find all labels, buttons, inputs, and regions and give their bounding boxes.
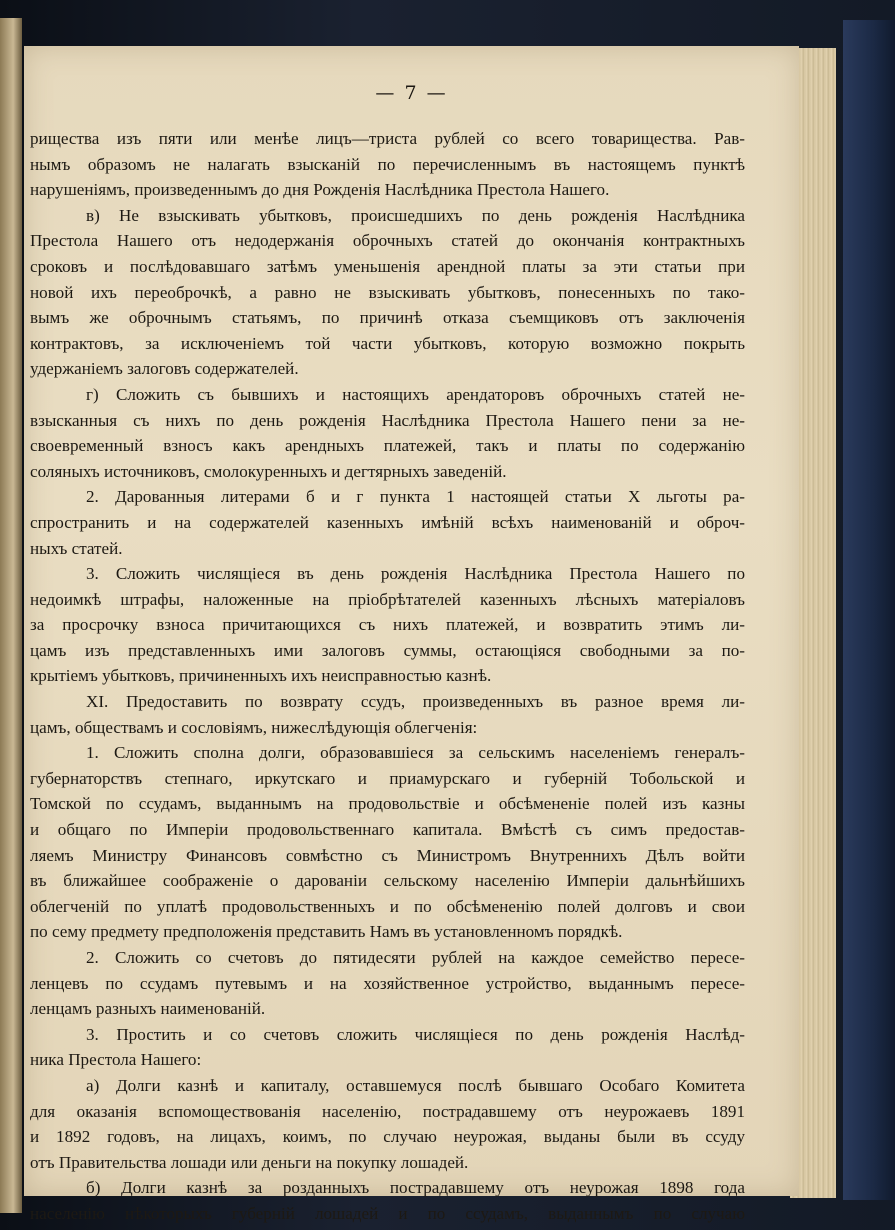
text-line: и общаго по Имперіи продовольственнаго капитала. Вмѣстѣ съ симъ предостав- bbox=[30, 820, 745, 840]
text-line: соляныхъ источниковъ, смолокуренныхъ и дегтярныхъ заведеній. bbox=[30, 461, 507, 481]
text-line: взысканныя съ нихъ по день рожденія Наслѣдника Престола Нашего пени за не- bbox=[30, 410, 745, 430]
text-line: Престола Нашего отъ недодержанія оброчныхъ статей до окончанія контрактныхъ bbox=[30, 231, 745, 251]
text-line: губернаторствъ степнаго, иркутскаго и приамурскаго и губерній Тобольской и bbox=[30, 768, 745, 788]
text-line: облегченій по уплатѣ продовольственныхъ и по обсѣмененію полей долговъ и свои bbox=[30, 896, 745, 916]
text-line: ленцамъ разныхъ наименованій. bbox=[30, 999, 266, 1019]
text-line: б) Долги казнѣ за розданныхъ пострадавшему отъ неурожая 1898 года bbox=[86, 1178, 745, 1198]
text-line: ника Престола Нашего: bbox=[30, 1050, 202, 1070]
text-line: отъ Правительства лошади или деньги на покупку лошадей. bbox=[30, 1152, 469, 1172]
text-line: нымъ образомъ не налагать взысканій по перечисленнымъ въ настоящемъ пунктѣ bbox=[30, 154, 745, 174]
text-line: недоимкѣ штрафы, наложенные на пріобрѣтателей казенныхъ лѣсныхъ матеріаловъ bbox=[30, 589, 745, 609]
text-line: удержаніемъ залоговъ содержателей. bbox=[30, 359, 299, 379]
text-line: 2. Дарованныя литерами б и г пункта 1 настоящей статьи X льготы ра- bbox=[86, 487, 745, 507]
text-line: сроковъ и послѣдовавшаго затѣмъ уменьшенія арендной платы за эти статьи при bbox=[30, 256, 745, 276]
text-line: 3. Простить и со счетовъ сложить числящіеся по день рожденія Наслѣд- bbox=[86, 1024, 745, 1044]
text-line: цамъ изъ представленныхъ ими залоговъ суммы, остающіяся свободными за по- bbox=[30, 640, 745, 660]
text-line: 1. Сложить сполна долги, образовавшіеся за сельскимъ населеніемъ генералъ- bbox=[86, 743, 745, 763]
text-line: рищества изъ пяти или менѣе лицъ—триста рублей со всего товарищества. Рав- bbox=[30, 129, 745, 148]
text-line: Томской по ссудамъ, выданнымъ на продовольствіе и обсѣмененіе полей изъ казны bbox=[30, 794, 745, 814]
text-line: по сему предмету предположенія представить Намъ въ установленномъ порядкѣ. bbox=[30, 922, 623, 942]
left-page-edge bbox=[0, 18, 22, 1213]
book-page bbox=[24, 46, 799, 1223]
text-line: а) Долги казнѣ и капиталу, оставшемуся послѣ бывшаго Особаго Комитета bbox=[86, 1075, 745, 1095]
text-line: въ ближайшее соображеніе о дарованіи сельскому населенію Имперіи дальнѣйшихъ bbox=[30, 871, 745, 891]
text-line: своевременный взносъ какъ арендныхъ платежей, такъ и платы по содержанію bbox=[30, 436, 745, 456]
text-line: XI. Предоставить по возврату ссудъ, произведенныхъ въ разное время ли- bbox=[86, 692, 745, 712]
text-line: вымъ же оброчнымъ статьямъ, по причинѣ отказа съемщиковъ отъ заключенія bbox=[30, 308, 745, 328]
text-line: крытіемъ убытковъ, причиненныхъ ихъ неисправностью казнѣ. bbox=[30, 666, 492, 686]
book-cover-edge bbox=[843, 20, 895, 1200]
text-line: контрактовъ, за исключеніемъ той части убытковъ, которую возможно покрыть bbox=[30, 333, 745, 353]
text-line: новой ихъ переоброчкѣ, а равно не взыскивать убытковъ, понесенныхъ по тако- bbox=[30, 282, 745, 302]
text-line: за просрочку взноса причитающихся съ нихъ платежей, и возвратить этимъ ли- bbox=[30, 615, 745, 635]
text-line: цамъ, обществамъ и сословіямъ, нижеслѣдующія облегченія: bbox=[30, 717, 478, 737]
text-line: населенію нѣкоторыхъ губерній лошадей и по ссудамъ, выданнымъ по случаю bbox=[30, 1203, 745, 1223]
text-line: в) Не взыскивать убытковъ, происшедшихъ по день рожденія Наслѣдника bbox=[86, 205, 745, 225]
text-line: нарушеніямъ, произведеннымъ до дня Рожденія Наслѣдника Престола Нашего. bbox=[30, 180, 610, 200]
text-line: ляемъ Министру Финансовъ совмѣстно съ Министромъ Внутреннихъ Дѣлъ войти bbox=[30, 845, 745, 865]
text-line: г) Сложить съ бывшихъ и настоящихъ арендаторовъ оброчныхъ статей не- bbox=[86, 384, 745, 404]
text-line: для оказанія вспомоществованія населенію, пострадавшему отъ неурожаевъ 1891 bbox=[30, 1101, 745, 1121]
text-line: 3. Сложить числящіеся въ день рожденія Наслѣдника Престола Нашего по bbox=[86, 564, 745, 584]
text-line: и 1892 годовъ, на лицахъ, коимъ, по случаю неурожая, выданы были въ ссуду bbox=[30, 1127, 745, 1147]
text-line: ныхъ статей. bbox=[30, 538, 123, 558]
text-line: 2. Сложить со счетовъ до пятидесяти рублей на каждое семейство пересе- bbox=[86, 948, 745, 967]
text-line: спространить и на содержателей казенныхъ имѣній всѣхъ наименованій и оброч- bbox=[30, 512, 745, 532]
page-number: — 7 — bbox=[375, 82, 448, 104]
text-line: ленцевъ по ссудамъ путевымъ и на хозяйственное устройство, выданнымъ пересе- bbox=[30, 973, 745, 993]
page-body-text bbox=[30, 126, 745, 1227]
